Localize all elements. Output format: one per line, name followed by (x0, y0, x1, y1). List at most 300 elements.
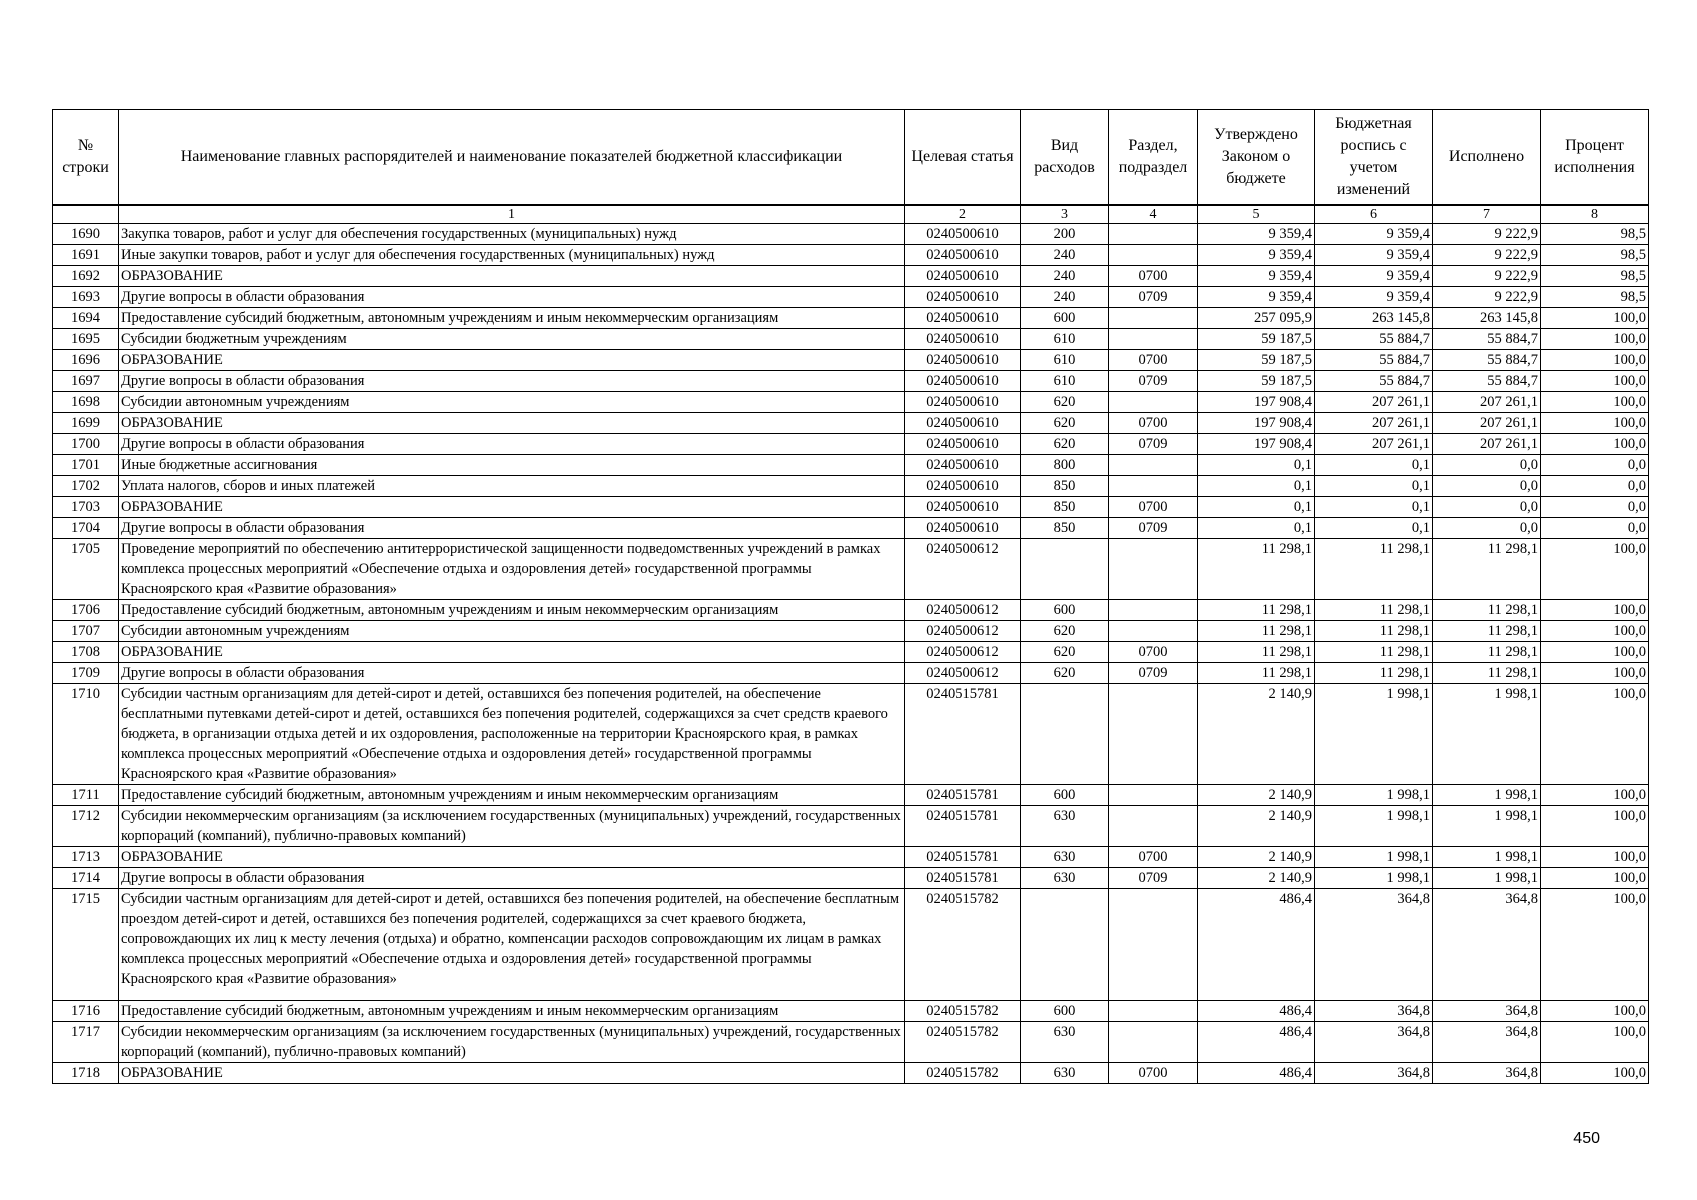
row-name: ОБРАЗОВАНИЕ (119, 350, 905, 371)
execution-percent: 98,5 (1541, 266, 1649, 287)
section-code: 0709 (1109, 518, 1198, 539)
target-article: 0240515781 (905, 847, 1021, 868)
section-code (1109, 329, 1198, 350)
table-row (53, 497, 1649, 518)
executed-amount: 1 998,1 (1433, 684, 1541, 785)
executed-amount: 207 261,1 (1433, 413, 1541, 434)
row-number: 1702 (53, 476, 119, 497)
execution-percent: 0,0 (1541, 518, 1649, 539)
approved-amount: 197 908,4 (1198, 413, 1315, 434)
section-code: 0700 (1109, 266, 1198, 287)
execution-percent: 100,0 (1541, 868, 1649, 889)
table-row (53, 663, 1649, 684)
execution-percent: 100,0 (1541, 1001, 1649, 1022)
execution-percent: 100,0 (1541, 600, 1649, 621)
approved-amount: 2 140,9 (1198, 785, 1315, 806)
row-number: 1708 (53, 642, 119, 663)
execution-percent: 100,0 (1541, 663, 1649, 684)
row-number: 1710 (53, 684, 119, 785)
table-row (53, 224, 1649, 245)
target-article: 0240515782 (905, 1063, 1021, 1084)
row-number: 1715 (53, 889, 119, 1001)
expense-type: 620 (1021, 434, 1109, 455)
budget-amount: 1 998,1 (1315, 785, 1433, 806)
row-name: Закупка товаров, работ и услуг для обеспечения государственных (муниципальных) нужд (119, 224, 905, 245)
executed-amount: 11 298,1 (1433, 663, 1541, 684)
approved-amount: 2 140,9 (1198, 868, 1315, 889)
approved-amount: 257 095,9 (1198, 308, 1315, 329)
approved-amount: 2 140,9 (1198, 684, 1315, 785)
page-number: 450 (1573, 1130, 1600, 1147)
table-row (53, 621, 1649, 642)
expense-type (1021, 889, 1109, 1001)
executed-amount: 207 261,1 (1433, 392, 1541, 413)
section-code (1109, 684, 1198, 785)
table-row (53, 889, 1649, 1001)
row-name: Другие вопросы в области образования (119, 518, 905, 539)
approved-amount: 9 359,4 (1198, 266, 1315, 287)
approved-amount: 9 359,4 (1198, 224, 1315, 245)
executed-amount: 1 998,1 (1433, 847, 1541, 868)
budget-amount: 0,1 (1315, 476, 1433, 497)
row-number: 1714 (53, 868, 119, 889)
row-number: 1713 (53, 847, 119, 868)
executed-amount: 0,0 (1433, 497, 1541, 518)
table-row (53, 434, 1649, 455)
expense-type: 620 (1021, 621, 1109, 642)
expense-type: 630 (1021, 868, 1109, 889)
row-number: 1691 (53, 245, 119, 266)
table-row (53, 455, 1649, 476)
expense-type: 850 (1021, 476, 1109, 497)
target-article: 0240500612 (905, 642, 1021, 663)
expense-type: 610 (1021, 350, 1109, 371)
header-row-num: № строки (53, 110, 119, 206)
row-name: ОБРАЗОВАНИЕ (119, 413, 905, 434)
execution-percent: 0,0 (1541, 497, 1649, 518)
target-article: 0240500612 (905, 621, 1021, 642)
expense-type: 620 (1021, 663, 1109, 684)
target-article: 0240515782 (905, 1022, 1021, 1063)
target-article: 0240500610 (905, 476, 1021, 497)
expense-type: 240 (1021, 266, 1109, 287)
column-number: 5 (1198, 205, 1315, 224)
row-number: 1709 (53, 663, 119, 684)
execution-percent: 100,0 (1541, 371, 1649, 392)
execution-percent: 100,0 (1541, 350, 1649, 371)
expense-type: 240 (1021, 287, 1109, 308)
table-row (53, 1001, 1649, 1022)
expense-type: 850 (1021, 518, 1109, 539)
header-percent: Процент исполнения (1541, 110, 1649, 206)
target-article: 0240515781 (905, 684, 1021, 785)
target-article: 0240500610 (905, 392, 1021, 413)
table-row (53, 413, 1649, 434)
execution-percent: 100,0 (1541, 308, 1649, 329)
expense-type: 630 (1021, 1063, 1109, 1084)
row-number: 1703 (53, 497, 119, 518)
approved-amount: 2 140,9 (1198, 847, 1315, 868)
budget-amount: 9 359,4 (1315, 224, 1433, 245)
row-name: Субсидии некоммерческим организациям (за исключением государственных (муниципальных) учреждений, государственных корпораций (компаний), публично-правовых компаний) (119, 806, 905, 847)
executed-amount: 9 222,9 (1433, 266, 1541, 287)
executed-amount: 364,8 (1433, 889, 1541, 1001)
row-name: ОБРАЗОВАНИЕ (119, 642, 905, 663)
row-name: Иные закупки товаров, работ и услуг для обеспечения государственных (муниципальных) нужд (119, 245, 905, 266)
approved-amount: 9 359,4 (1198, 245, 1315, 266)
budget-amount: 207 261,1 (1315, 434, 1433, 455)
table-row (53, 600, 1649, 621)
target-article: 0240500612 (905, 600, 1021, 621)
execution-percent: 98,5 (1541, 287, 1649, 308)
executed-amount: 0,0 (1433, 455, 1541, 476)
column-number: 8 (1541, 205, 1649, 224)
target-article: 0240515782 (905, 1001, 1021, 1022)
table-row (53, 539, 1649, 600)
table-row (53, 245, 1649, 266)
execution-percent: 100,0 (1541, 1022, 1649, 1063)
executed-amount: 55 884,7 (1433, 329, 1541, 350)
table-row (53, 371, 1649, 392)
target-article: 0240515782 (905, 889, 1021, 1001)
section-code: 0709 (1109, 371, 1198, 392)
column-number: 7 (1433, 205, 1541, 224)
row-name: ОБРАЗОВАНИЕ (119, 497, 905, 518)
table-row (53, 868, 1649, 889)
row-name: Иные бюджетные ассигнования (119, 455, 905, 476)
table-row (53, 806, 1649, 847)
section-code: 0700 (1109, 642, 1198, 663)
budget-amount: 1 998,1 (1315, 868, 1433, 889)
row-number: 1690 (53, 224, 119, 245)
target-article: 0240500610 (905, 413, 1021, 434)
column-number: 1 (119, 205, 905, 224)
section-code (1109, 539, 1198, 600)
row-name: Предоставление субсидий бюджетным, автономным учреждениям и иным некоммерческим организациям (119, 1001, 905, 1022)
approved-amount: 2 140,9 (1198, 806, 1315, 847)
table-row (53, 350, 1649, 371)
target-article: 0240500610 (905, 434, 1021, 455)
table-row (53, 642, 1649, 663)
row-name: Предоставление субсидий бюджетным, автономным учреждениям и иным некоммерческим организациям (119, 308, 905, 329)
budget-amount: 0,1 (1315, 455, 1433, 476)
header-target: Целевая статья (905, 110, 1021, 206)
row-name: Предоставление субсидий бюджетным, автономным учреждениям и иным некоммерческим организациям (119, 600, 905, 621)
section-code: 0700 (1109, 350, 1198, 371)
target-article: 0240500612 (905, 539, 1021, 600)
executed-amount: 263 145,8 (1433, 308, 1541, 329)
budget-amount: 0,1 (1315, 518, 1433, 539)
executed-amount: 11 298,1 (1433, 642, 1541, 663)
budget-amount: 0,1 (1315, 497, 1433, 518)
expense-type: 600 (1021, 308, 1109, 329)
row-name: Субсидии автономным учреждениям (119, 621, 905, 642)
approved-amount: 59 187,5 (1198, 329, 1315, 350)
executed-amount: 0,0 (1433, 476, 1541, 497)
column-number: 4 (1109, 205, 1198, 224)
row-name: Проведение мероприятий по обеспечению антитеррористической защищенности подведомственных учреждений в рамках комплекса процессных мероприятий «Обеспечение отдыха и оздоровления детей» государственной программы Красноярского края «Развитие образования» (119, 539, 905, 600)
execution-percent: 100,0 (1541, 1063, 1649, 1084)
budget-amount: 55 884,7 (1315, 350, 1433, 371)
row-name: Предоставление субсидий бюджетным, автономным учреждениям и иным некоммерческим организациям (119, 785, 905, 806)
section-code (1109, 1022, 1198, 1063)
execution-percent: 100,0 (1541, 392, 1649, 413)
executed-amount: 1 998,1 (1433, 785, 1541, 806)
approved-amount: 11 298,1 (1198, 642, 1315, 663)
table-row (53, 476, 1649, 497)
budget-amount: 1 998,1 (1315, 806, 1433, 847)
budget-amount: 1 998,1 (1315, 684, 1433, 785)
execution-percent: 100,0 (1541, 642, 1649, 663)
budget-amount: 364,8 (1315, 1022, 1433, 1063)
table-row (53, 266, 1649, 287)
execution-percent: 0,0 (1541, 455, 1649, 476)
approved-amount: 9 359,4 (1198, 287, 1315, 308)
execution-percent: 100,0 (1541, 684, 1649, 785)
approved-amount: 11 298,1 (1198, 663, 1315, 684)
executed-amount: 55 884,7 (1433, 350, 1541, 371)
row-name: Другие вопросы в области образования (119, 287, 905, 308)
approved-amount: 0,1 (1198, 476, 1315, 497)
execution-percent: 100,0 (1541, 621, 1649, 642)
target-article: 0240500610 (905, 266, 1021, 287)
row-name: Субсидии некоммерческим организациям (за исключением государственных (муниципальных) учреждений, государственных корпораций (компаний), публично-правовых компаний) (119, 1022, 905, 1063)
table-row (53, 329, 1649, 350)
target-article: 0240515781 (905, 868, 1021, 889)
row-name: Уплата налогов, сборов и иных платежей (119, 476, 905, 497)
executed-amount: 55 884,7 (1433, 371, 1541, 392)
row-number: 1704 (53, 518, 119, 539)
approved-amount: 197 908,4 (1198, 392, 1315, 413)
target-article: 0240500610 (905, 245, 1021, 266)
expense-type: 850 (1021, 497, 1109, 518)
target-article: 0240500610 (905, 224, 1021, 245)
budget-amount: 364,8 (1315, 1063, 1433, 1084)
section-code (1109, 245, 1198, 266)
budget-amount: 263 145,8 (1315, 308, 1433, 329)
section-code (1109, 806, 1198, 847)
row-number: 1701 (53, 455, 119, 476)
execution-percent: 98,5 (1541, 224, 1649, 245)
row-number: 1695 (53, 329, 119, 350)
executed-amount: 9 222,9 (1433, 224, 1541, 245)
budget-amount: 207 261,1 (1315, 413, 1433, 434)
row-number: 1712 (53, 806, 119, 847)
approved-amount: 11 298,1 (1198, 621, 1315, 642)
expense-type: 610 (1021, 371, 1109, 392)
budget-amount: 11 298,1 (1315, 621, 1433, 642)
section-code: 0709 (1109, 868, 1198, 889)
row-name: ОБРАЗОВАНИЕ (119, 266, 905, 287)
expense-type: 620 (1021, 413, 1109, 434)
execution-percent: 100,0 (1541, 329, 1649, 350)
table-row (53, 287, 1649, 308)
header-executed: Исполнено (1433, 110, 1541, 206)
row-number: 1699 (53, 413, 119, 434)
column-number: 2 (905, 205, 1021, 224)
expense-type: 200 (1021, 224, 1109, 245)
budget-amount: 9 359,4 (1315, 245, 1433, 266)
execution-percent: 100,0 (1541, 847, 1649, 868)
header-expense-type: Вид расходов (1021, 110, 1109, 206)
row-number: 1711 (53, 785, 119, 806)
expense-type: 630 (1021, 847, 1109, 868)
execution-percent: 100,0 (1541, 539, 1649, 600)
column-number-blank (53, 205, 119, 224)
approved-amount: 486,4 (1198, 1063, 1315, 1084)
execution-percent: 100,0 (1541, 434, 1649, 455)
row-number: 1718 (53, 1063, 119, 1084)
executed-amount: 1 998,1 (1433, 806, 1541, 847)
target-article: 0240500610 (905, 287, 1021, 308)
section-code (1109, 224, 1198, 245)
approved-amount: 11 298,1 (1198, 600, 1315, 621)
section-code: 0700 (1109, 413, 1198, 434)
execution-percent: 100,0 (1541, 889, 1649, 1001)
section-code (1109, 621, 1198, 642)
row-number: 1692 (53, 266, 119, 287)
expense-type: 630 (1021, 806, 1109, 847)
section-code (1109, 455, 1198, 476)
budget-amount: 207 261,1 (1315, 392, 1433, 413)
target-article: 0240500610 (905, 329, 1021, 350)
row-number: 1700 (53, 434, 119, 455)
expense-type: 600 (1021, 600, 1109, 621)
executed-amount: 11 298,1 (1433, 621, 1541, 642)
table-row (53, 392, 1649, 413)
execution-percent: 100,0 (1541, 413, 1649, 434)
section-code (1109, 308, 1198, 329)
budget-amount: 55 884,7 (1315, 329, 1433, 350)
executed-amount: 207 261,1 (1433, 434, 1541, 455)
expense-type (1021, 539, 1109, 600)
budget-amount: 364,8 (1315, 1001, 1433, 1022)
target-article: 0240500610 (905, 371, 1021, 392)
target-article: 0240500612 (905, 663, 1021, 684)
section-code (1109, 476, 1198, 497)
executed-amount: 364,8 (1433, 1001, 1541, 1022)
approved-amount: 11 298,1 (1198, 539, 1315, 600)
header-name: Наименование главных распорядителей и наименование показателей бюджетной классификации (119, 110, 905, 206)
expense-type: 800 (1021, 455, 1109, 476)
row-number: 1705 (53, 539, 119, 600)
budget-amount: 9 359,4 (1315, 287, 1433, 308)
row-name: Субсидии частным организациям для детей-сирот и детей, оставшихся без попечения родителей, на обеспечение бесплатными путевками детей-сирот и детей, оставшихся без попечения родителей, содержащихся за счет средств краевого бюджета, в организации отдыха детей и их оздоровления, расположенные на территории Красноярского края, в рамках комплекса процессных мероприятий «Обеспечение отдыха и оздоровления детей» государственной программы Красноярского края «Развитие образования» (119, 684, 905, 785)
expense-type: 240 (1021, 245, 1109, 266)
budget-amount: 11 298,1 (1315, 663, 1433, 684)
approved-amount: 0,1 (1198, 518, 1315, 539)
section-code (1109, 600, 1198, 621)
executed-amount: 364,8 (1433, 1022, 1541, 1063)
row-name: Другие вопросы в области образования (119, 371, 905, 392)
budget-amount: 11 298,1 (1315, 642, 1433, 663)
header-approved: Утверждено Законом о бюджете (1198, 110, 1315, 206)
table-row (53, 684, 1649, 785)
approved-amount: 486,4 (1198, 1022, 1315, 1063)
approved-amount: 486,4 (1198, 1001, 1315, 1022)
row-name: Субсидии бюджетным учреждениям (119, 329, 905, 350)
target-article: 0240500610 (905, 497, 1021, 518)
expense-type: 620 (1021, 392, 1109, 413)
section-code: 0700 (1109, 497, 1198, 518)
table-body (53, 224, 1649, 1084)
target-article: 0240500610 (905, 350, 1021, 371)
section-code: 0709 (1109, 287, 1198, 308)
executed-amount: 9 222,9 (1433, 245, 1541, 266)
executed-amount: 9 222,9 (1433, 287, 1541, 308)
section-code: 0709 (1109, 434, 1198, 455)
execution-percent: 0,0 (1541, 476, 1649, 497)
budget-amount: 11 298,1 (1315, 600, 1433, 621)
execution-percent: 100,0 (1541, 785, 1649, 806)
expense-type: 610 (1021, 329, 1109, 350)
table-header-row (53, 110, 1649, 206)
budget-amount: 11 298,1 (1315, 539, 1433, 600)
approved-amount: 0,1 (1198, 455, 1315, 476)
budget-amount: 9 359,4 (1315, 266, 1433, 287)
row-number: 1717 (53, 1022, 119, 1063)
approved-amount: 486,4 (1198, 889, 1315, 1001)
budget-execution-table (52, 109, 1649, 1084)
table-row (53, 308, 1649, 329)
expense-type: 600 (1021, 785, 1109, 806)
expense-type: 600 (1021, 1001, 1109, 1022)
row-number: 1696 (53, 350, 119, 371)
row-name: Субсидии автономным учреждениям (119, 392, 905, 413)
row-name: Другие вопросы в области образования (119, 868, 905, 889)
executed-amount: 11 298,1 (1433, 539, 1541, 600)
approved-amount: 59 187,5 (1198, 350, 1315, 371)
row-number: 1698 (53, 392, 119, 413)
table-row (53, 847, 1649, 868)
approved-amount: 59 187,5 (1198, 371, 1315, 392)
budget-amount: 55 884,7 (1315, 371, 1433, 392)
budget-amount: 364,8 (1315, 889, 1433, 1001)
approved-amount: 197 908,4 (1198, 434, 1315, 455)
row-number: 1706 (53, 600, 119, 621)
executed-amount: 11 298,1 (1433, 600, 1541, 621)
section-code (1109, 785, 1198, 806)
row-number: 1694 (53, 308, 119, 329)
row-name: Другие вопросы в области образования (119, 434, 905, 455)
target-article: 0240515781 (905, 785, 1021, 806)
section-code (1109, 1001, 1198, 1022)
row-number: 1693 (53, 287, 119, 308)
row-number: 1707 (53, 621, 119, 642)
executed-amount: 0,0 (1433, 518, 1541, 539)
section-code (1109, 392, 1198, 413)
row-name: Другие вопросы в области образования (119, 663, 905, 684)
row-name: ОБРАЗОВАНИЕ (119, 847, 905, 868)
expense-type: 620 (1021, 642, 1109, 663)
header-section: Раздел, подраздел (1109, 110, 1198, 206)
section-code (1109, 889, 1198, 1001)
table-row (53, 1063, 1649, 1084)
expense-type (1021, 684, 1109, 785)
section-code: 0709 (1109, 663, 1198, 684)
column-number-row (53, 205, 1649, 224)
expense-type: 630 (1021, 1022, 1109, 1063)
table-row (53, 518, 1649, 539)
section-code: 0700 (1109, 847, 1198, 868)
executed-amount: 364,8 (1433, 1063, 1541, 1084)
section-code: 0700 (1109, 1063, 1198, 1084)
row-number: 1716 (53, 1001, 119, 1022)
target-article: 0240500610 (905, 308, 1021, 329)
approved-amount: 0,1 (1198, 497, 1315, 518)
header-budget-list: Бюджетная роспись с учетом изменений (1315, 110, 1433, 206)
column-number: 6 (1315, 205, 1433, 224)
